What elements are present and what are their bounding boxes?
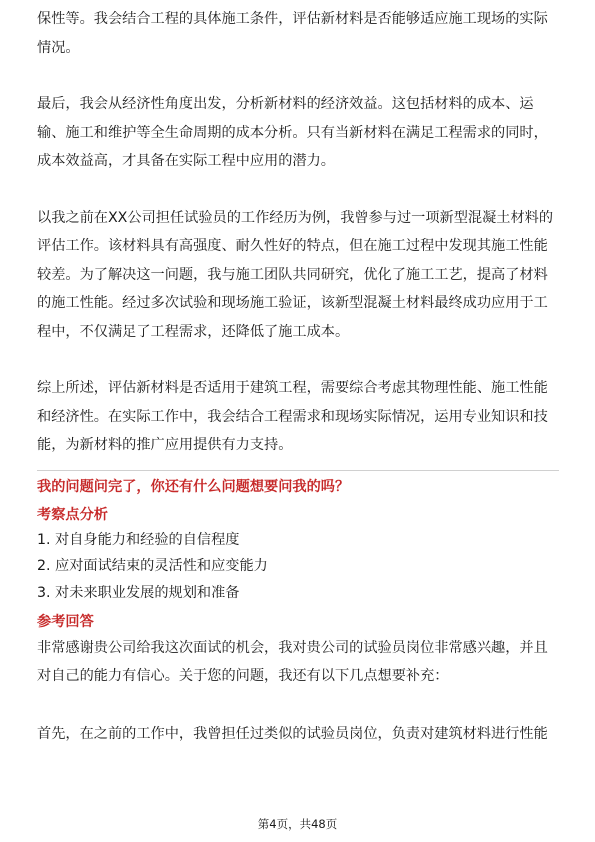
text-line: 评估工作。该材料具有高强度、耐久性好的特点，但在施工过程中发现其施工性能: [37, 238, 548, 254]
text-line: 保性等。我会结合工程的具体施工条件，评估新材料是否能够适应施工现场的实际: [37, 11, 548, 27]
text-line: 的施工性能。经过多次试验和现场施工验证，该新型混凝土材料最终成功应用于工: [37, 295, 548, 311]
paragraph-economics: [37, 90, 559, 176]
page-content: [37, 5, 559, 749]
paragraph-summary: [37, 374, 559, 460]
text-line: 和经济性。在实际工作中，我会结合工程需求和现场实际情况，运用专业知识和技: [37, 408, 548, 425]
text-line: 非常感谢贵公司给我这次面试的机会，我对贵公司的试验员岗位非常感兴趣，并且: [37, 640, 548, 656]
page-footer: 第4页，共48页: [257, 817, 338, 831]
text-line: 对自己的能力有信心。关于您的问题，我还有以下几点想要补充：: [37, 668, 449, 684]
text-line: 首先，在之前的工作中，我曾担任过类似的试验员岗位，负责对建筑材料进行性能: [37, 726, 548, 742]
text-line: 输、施工和维护等全生命周期的成本分析。只有当新材料在满足工程需求的同时，: [37, 124, 548, 141]
text-line: 情况。: [37, 39, 80, 56]
analysis-heading: 考察点分析: [37, 506, 108, 523]
reference-heading: 参考回答: [37, 614, 94, 630]
text-line: 较差。为了解决这一问题，我与施工团队共同研究，优化了施工工艺，提高了材料: [37, 266, 548, 283]
section-divider: [37, 470, 559, 471]
text-line: 程中，不仅满足了工程需求，还降低了施工成本。: [37, 323, 350, 340]
text-line: 能，为新材料的推广应用提供有力支持。: [37, 437, 293, 453]
paragraph-experience: [37, 204, 559, 347]
text-line: 以我之前在XX公司担任试验员的工作经历为例，我曾参与过一项新型混凝土材料的: [37, 209, 554, 226]
reference-answer-continued: [37, 720, 559, 749]
paragraph-gap: [37, 690, 559, 720]
text-line: 最后，我会从经济性角度出发，分析新材料的经济效益。这包括材料的成本、运: [37, 96, 534, 112]
text-line: 成本效益高，才具备在实际工程中应用的潜力。: [37, 153, 335, 169]
paragraph-feasibility: [37, 5, 559, 62]
analysis-item: 2. 应对面试结束的灵活性和应变能力: [37, 558, 268, 574]
reference-answer: [37, 634, 559, 690]
text-line: 综上所述，评估新材料是否适用于建筑工程，需要综合考虑其物理性能、施工性能: [37, 380, 548, 396]
paragraph-gap: [37, 346, 559, 374]
interview-question: 我的问题问完了，你还有什么问题想要问我的吗？: [37, 478, 350, 495]
analysis-item: 3. 对未来职业发展的规划和准备: [37, 584, 240, 601]
analysis-item: 1. 对自身能力和经验的自信程度: [37, 531, 240, 548]
paragraph-gap: [37, 62, 559, 90]
paragraph-gap: [37, 176, 559, 204]
